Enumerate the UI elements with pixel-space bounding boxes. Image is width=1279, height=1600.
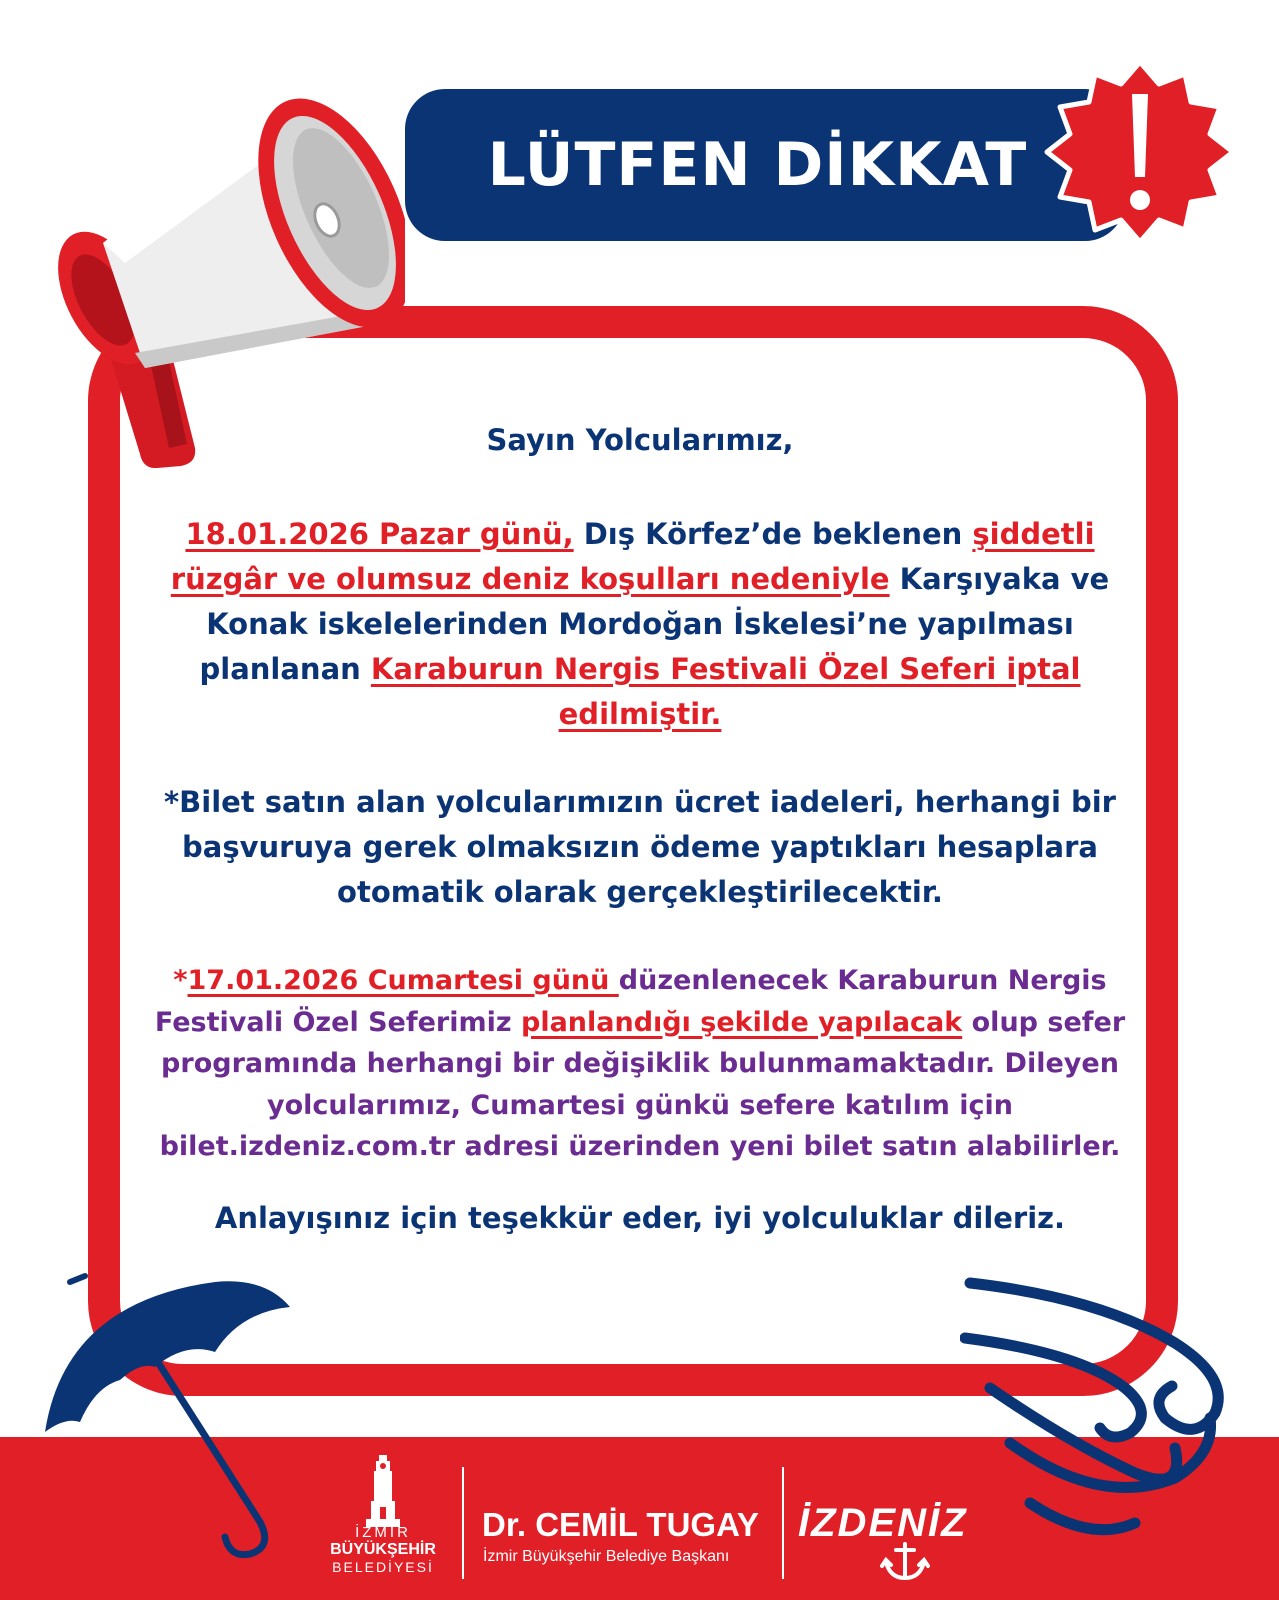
saturday-text-2: olup sefer programında herhangi bir değişiklik bulunmamaktadır. Dileyen yolcularımız, Cumartesi günkü sefere katılım için bilet.izdeniz.com.tr adresi üzerinden yeni bilet satın alabilirler.: [159, 1006, 1126, 1162]
cancellation-date: 18.01.2026 Pazar günü,: [185, 517, 574, 551]
municipality-logo: [318, 1524, 448, 1576]
warning-badge-icon: [1040, 52, 1240, 252]
cancellation-reason: şiddetli rüzgâr ve olumsuz deniz koşulları nedeniyle: [170, 517, 1095, 596]
mayor-name: Dr. CEMİL TUGAY: [482, 1506, 759, 1543]
greeting: Sayın Yolcularımız,: [486, 423, 794, 457]
anchor-icon: [880, 1540, 930, 1582]
refund-paragraph: *Bilet satın alan yolcularımızın ücret iadeleri, herhangi bir başvuruya gerek olmaksızın ödeme yaptıkları hesaplara otomatik olarak gerçekleştirilecektir.: [164, 785, 1116, 909]
wind-icon: [960, 1268, 1260, 1568]
main-text-1: Dış Körfez’de beklenen: [573, 517, 973, 551]
cancellation-paragraph: [135, 512, 1145, 737]
footer-divider: [462, 1467, 464, 1579]
logo-line-1: İZMİR: [355, 1524, 411, 1541]
brand-logo: İZDENİZ: [798, 1501, 968, 1545]
logo-line-3: BELEDİYESİ: [332, 1559, 434, 1575]
saturday-planned: planlandığı şekilde yapılacak: [521, 1006, 963, 1038]
saturday-text-1: düzenlenecek Karaburun Nergis Festivali Özel Seferimiz: [154, 965, 1107, 1038]
megaphone-icon: [45, 88, 405, 468]
logo-line-2: BÜYÜKŞEHİR: [330, 1541, 436, 1558]
page-title: LÜTFEN DİKKAT: [487, 130, 1028, 200]
umbrella-icon: [25, 1262, 325, 1572]
mayor-title: İzmir Büyükşehir Belediye Başkanı: [483, 1548, 730, 1565]
saturday-prefix: *: [173, 965, 188, 996]
saturday-paragraph: [135, 960, 1145, 1168]
notice-content: [135, 420, 1145, 1238]
main-text-2: Karşıyaka ve Konak iskelelerinden Mordoğan İskelesi’ne yapılması planlanan: [199, 562, 1110, 686]
cancellation-statement: Karaburun Nergis Festivali Özel Seferi iptal edilmiştir.: [370, 652, 1081, 731]
footer-divider: [782, 1467, 784, 1579]
thanks-text: Anlayışınız için teşekkür eder, iyi yolculuklar dileriz.: [214, 1200, 1066, 1235]
saturday-date: 17.01.2026 Cumartesi günü: [187, 965, 619, 996]
clock-tower-icon: [363, 1455, 403, 1527]
